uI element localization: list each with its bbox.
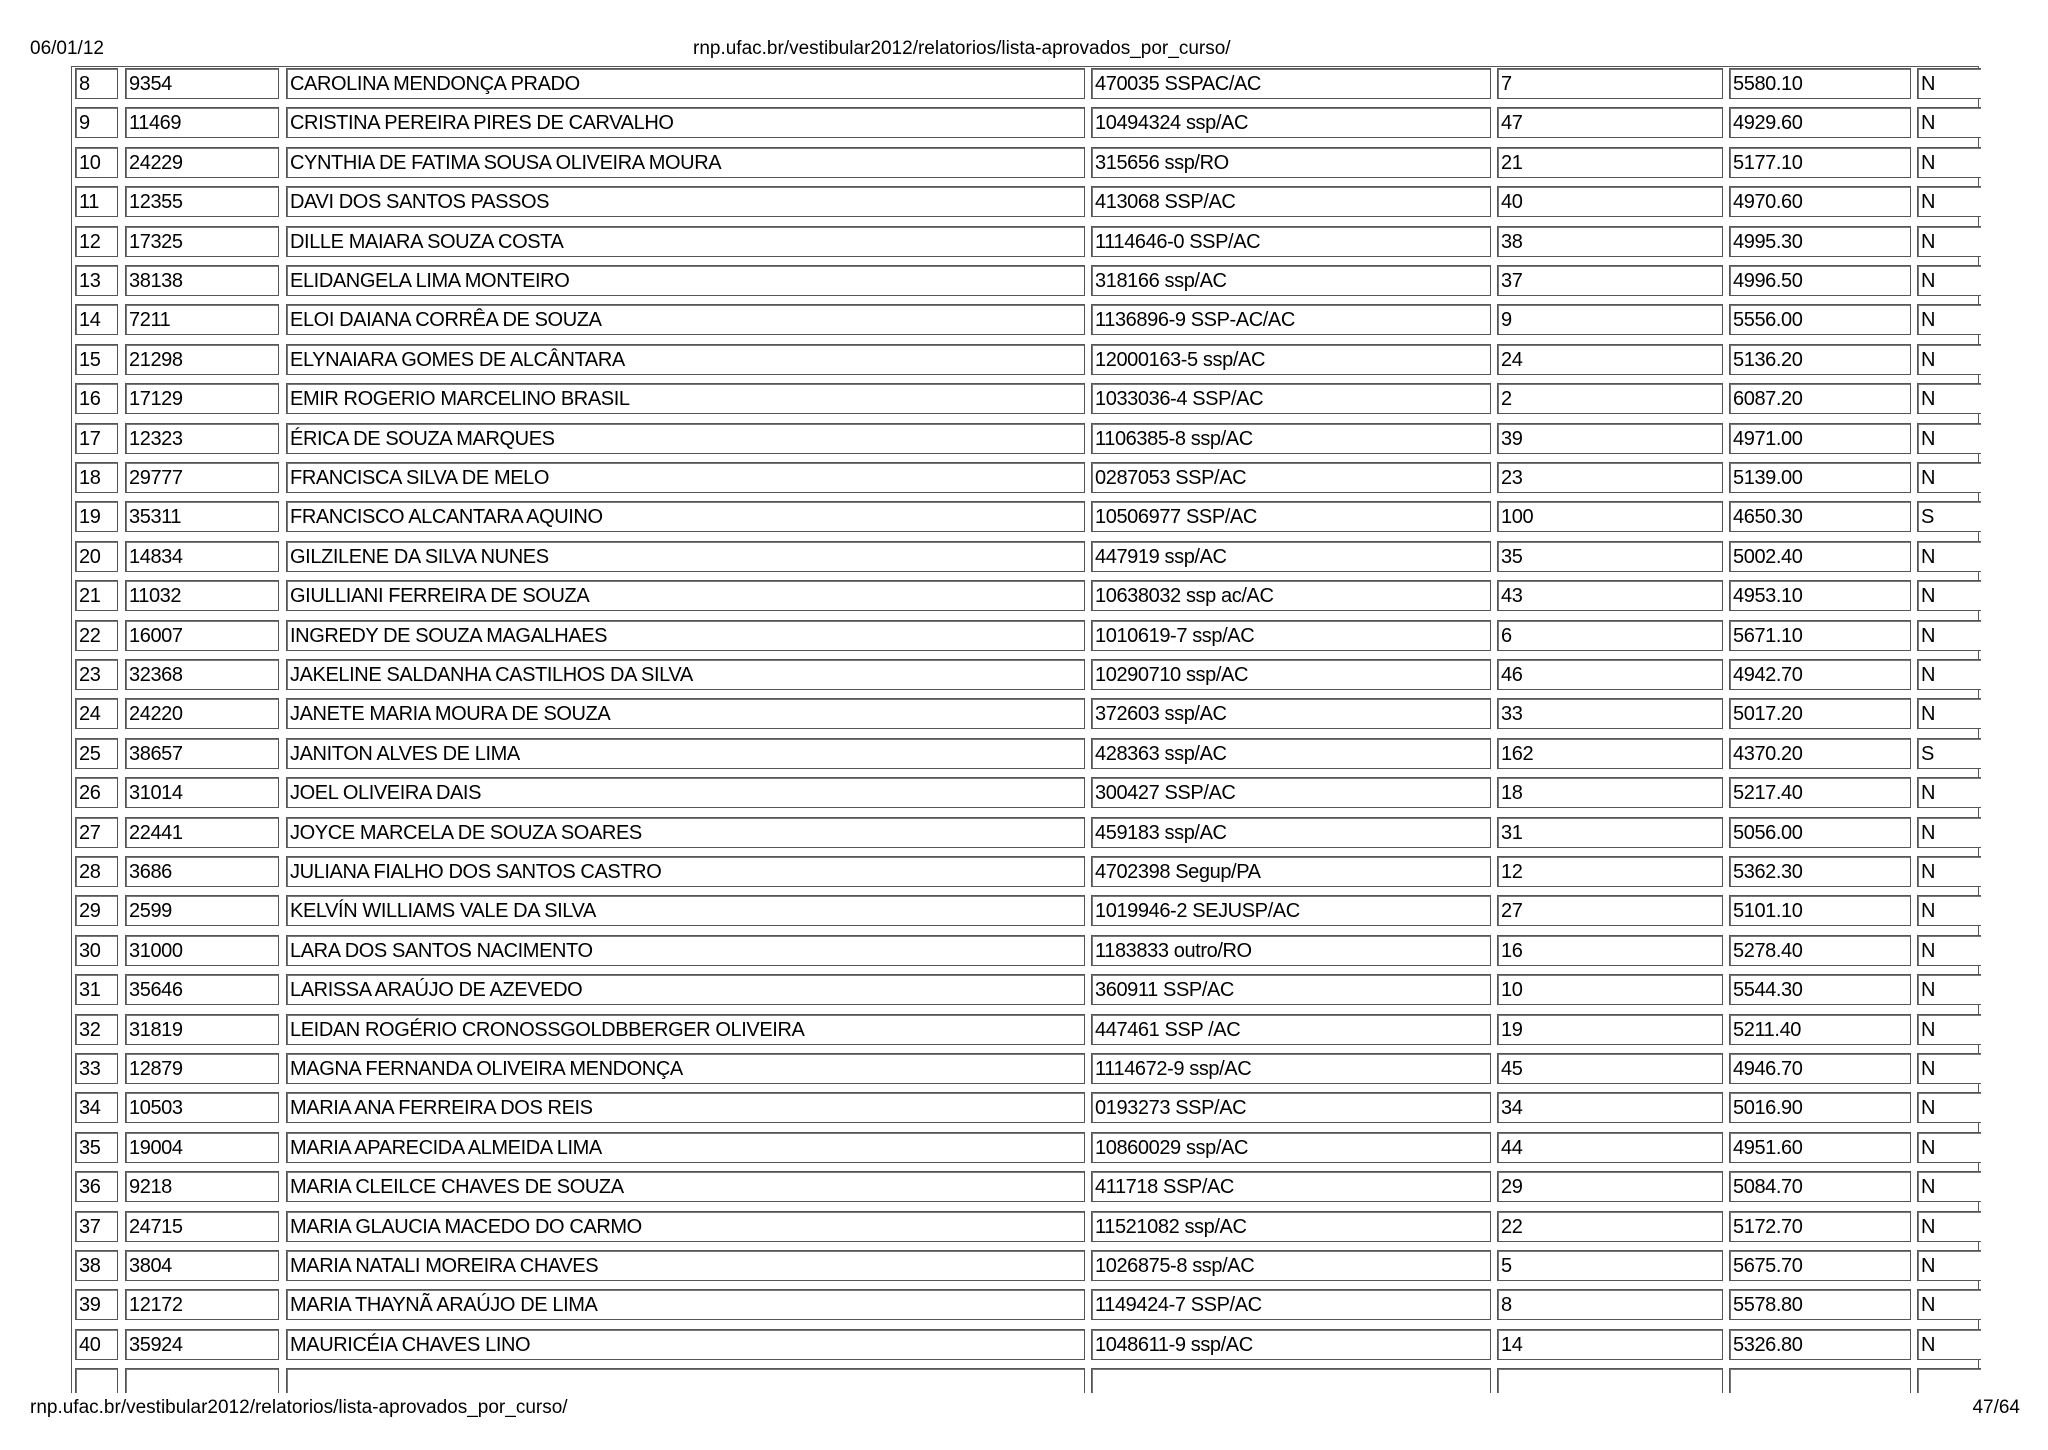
cell-row-index: 39 xyxy=(75,1289,118,1320)
cell-candidate-name: MAURICÉIA CHAVES LINO xyxy=(286,1329,1085,1360)
cell-score: 4946.70 xyxy=(1729,1053,1911,1084)
cell-empty xyxy=(1497,1368,1723,1393)
cell-score: 5136.20 xyxy=(1729,344,1911,375)
cell-candidate-name: MARIA ANA FERREIRA DOS REIS xyxy=(286,1092,1085,1123)
cell-score: 4650.30 xyxy=(1729,501,1911,532)
cell-classification: 31 xyxy=(1497,817,1723,848)
cell-registration-number: 9218 xyxy=(125,1171,279,1202)
cell-score: 4971.00 xyxy=(1729,423,1911,454)
cell-row-index: 17 xyxy=(75,423,118,454)
cell-score: 5580.10 xyxy=(1729,68,1911,99)
cell-registration-number: 31819 xyxy=(125,1014,279,1045)
cell-registration-number: 14834 xyxy=(125,541,279,572)
cell-id-document: 411718 SSP/AC xyxy=(1091,1171,1491,1202)
cell-id-document: 10290710 ssp/AC xyxy=(1091,659,1491,690)
cell-quota-flag: S xyxy=(1917,738,1981,769)
cell-classification: 29 xyxy=(1497,1171,1723,1202)
cell-quota-flag: N xyxy=(1917,698,1981,729)
cell-id-document: 10494324 ssp/AC xyxy=(1091,107,1491,138)
cell-classification: 7 xyxy=(1497,68,1723,99)
cell-quota-flag: N xyxy=(1917,1053,1981,1084)
cell-row-index: 35 xyxy=(75,1132,118,1163)
cell-classification: 37 xyxy=(1497,265,1723,296)
cell-id-document: 11521082 ssp/AC xyxy=(1091,1211,1491,1242)
cell-registration-number: 11032 xyxy=(125,580,279,611)
cell-registration-number: 24715 xyxy=(125,1211,279,1242)
cell-candidate-name: MARIA CLEILCE CHAVES DE SOUZA xyxy=(286,1171,1085,1202)
cell-score: 5544.30 xyxy=(1729,974,1911,1005)
print-date: 06/01/12 xyxy=(30,38,104,59)
cell-row-index: 26 xyxy=(75,777,118,808)
cell-classification: 35 xyxy=(1497,541,1723,572)
cell-candidate-name: JOYCE MARCELA DE SOUZA SOARES xyxy=(286,817,1085,848)
cell-quota-flag: N xyxy=(1917,147,1981,178)
cell-quota-flag: N xyxy=(1917,777,1981,808)
cell-quota-flag: N xyxy=(1917,462,1981,493)
cell-candidate-name: KELVÍN WILLIAMS VALE DA SILVA xyxy=(286,895,1085,926)
cell-quota-flag: N xyxy=(1917,1171,1981,1202)
cell-row-index: 20 xyxy=(75,541,118,572)
cell-row-index: 25 xyxy=(75,738,118,769)
cell-id-document: 360911 SSP/AC xyxy=(1091,974,1491,1005)
cell-classification: 27 xyxy=(1497,895,1723,926)
cell-row-index: 19 xyxy=(75,501,118,532)
cell-id-document: 10860029 ssp/AC xyxy=(1091,1132,1491,1163)
cell-row-index: 10 xyxy=(75,147,118,178)
cell-score: 4370.20 xyxy=(1729,738,1911,769)
cell-score: 4929.60 xyxy=(1729,107,1911,138)
cell-row-index: 11 xyxy=(75,186,118,217)
cell-registration-number: 19004 xyxy=(125,1132,279,1163)
cell-candidate-name: ELYNAIARA GOMES DE ALCÂNTARA xyxy=(286,344,1085,375)
cell-empty xyxy=(1729,1368,1911,1393)
cell-id-document: 1019946-2 SEJUSP/AC xyxy=(1091,895,1491,926)
cell-id-document: 459183 ssp/AC xyxy=(1091,817,1491,848)
cell-registration-number: 38657 xyxy=(125,738,279,769)
cell-classification: 19 xyxy=(1497,1014,1723,1045)
cell-quota-flag: N xyxy=(1917,935,1981,966)
cell-registration-number: 35646 xyxy=(125,974,279,1005)
cell-quota-flag: N xyxy=(1917,580,1981,611)
cell-score: 4996.50 xyxy=(1729,265,1911,296)
cell-classification: 12 xyxy=(1497,856,1723,887)
cell-candidate-name: MAGNA FERNANDA OLIVEIRA MENDONÇA xyxy=(286,1053,1085,1084)
cell-classification: 10 xyxy=(1497,974,1723,1005)
cell-registration-number: 2599 xyxy=(125,895,279,926)
cell-score: 4953.10 xyxy=(1729,580,1911,611)
cell-quota-flag: S xyxy=(1917,501,1981,532)
cell-empty xyxy=(75,1368,118,1393)
results-table xyxy=(71,66,1981,1393)
cell-classification: 14 xyxy=(1497,1329,1723,1360)
cell-candidate-name: INGREDY DE SOUZA MAGALHAES xyxy=(286,620,1085,651)
cell-candidate-name: DILLE MAIARA SOUZA COSTA xyxy=(286,226,1085,257)
cell-row-index: 28 xyxy=(75,856,118,887)
cell-classification: 44 xyxy=(1497,1132,1723,1163)
cell-registration-number: 35924 xyxy=(125,1329,279,1360)
page-number: 47/64 xyxy=(1972,1397,2020,1418)
cell-row-index: 29 xyxy=(75,895,118,926)
cell-quota-flag: N xyxy=(1917,1289,1981,1320)
cell-score: 5278.40 xyxy=(1729,935,1911,966)
cell-id-document: 0193273 SSP/AC xyxy=(1091,1092,1491,1123)
cell-registration-number: 7211 xyxy=(125,304,279,335)
cell-quota-flag: N xyxy=(1917,107,1981,138)
cell-id-document: 10506977 SSP/AC xyxy=(1091,501,1491,532)
cell-registration-number: 17129 xyxy=(125,383,279,414)
cell-registration-number: 3804 xyxy=(125,1250,279,1281)
cell-quota-flag: N xyxy=(1917,304,1981,335)
cell-score: 5671.10 xyxy=(1729,620,1911,651)
cell-quota-flag: N xyxy=(1917,423,1981,454)
cell-classification: 24 xyxy=(1497,344,1723,375)
cell-score: 5326.80 xyxy=(1729,1329,1911,1360)
cell-candidate-name: DAVI DOS SANTOS PASSOS xyxy=(286,186,1085,217)
cell-id-document: 447461 SSP /AC xyxy=(1091,1014,1491,1045)
cell-candidate-name: ELIDANGELA LIMA MONTEIRO xyxy=(286,265,1085,296)
cell-quota-flag: N xyxy=(1917,974,1981,1005)
cell-score: 5578.80 xyxy=(1729,1289,1911,1320)
cell-quota-flag: N xyxy=(1917,620,1981,651)
cell-registration-number: 24229 xyxy=(125,147,279,178)
cell-score: 5139.00 xyxy=(1729,462,1911,493)
cell-registration-number: 11469 xyxy=(125,107,279,138)
cell-score: 4942.70 xyxy=(1729,659,1911,690)
cell-registration-number: 10503 xyxy=(125,1092,279,1123)
cell-candidate-name: JOEL OLIVEIRA DAIS xyxy=(286,777,1085,808)
cell-classification: 33 xyxy=(1497,698,1723,729)
cell-registration-number: 31000 xyxy=(125,935,279,966)
cell-candidate-name: MARIA THAYNÃ ARAÚJO DE LIMA xyxy=(286,1289,1085,1320)
cell-classification: 43 xyxy=(1497,580,1723,611)
cell-classification: 9 xyxy=(1497,304,1723,335)
cell-row-index: 40 xyxy=(75,1329,118,1360)
cell-candidate-name: EMIR ROGERIO MARCELINO BRASIL xyxy=(286,383,1085,414)
cell-id-document: 12000163-5 ssp/AC xyxy=(1091,344,1491,375)
cell-score: 5675.70 xyxy=(1729,1250,1911,1281)
cell-score: 6087.20 xyxy=(1729,383,1911,414)
cell-candidate-name: ÉRICA DE SOUZA MARQUES xyxy=(286,423,1085,454)
cell-classification: 6 xyxy=(1497,620,1723,651)
cell-registration-number: 21298 xyxy=(125,344,279,375)
cell-registration-number: 3686 xyxy=(125,856,279,887)
cell-id-document: 300427 SSP/AC xyxy=(1091,777,1491,808)
cell-registration-number: 12172 xyxy=(125,1289,279,1320)
cell-registration-number: 12879 xyxy=(125,1053,279,1084)
cell-quota-flag: N xyxy=(1917,1250,1981,1281)
cell-classification: 100 xyxy=(1497,501,1723,532)
cell-id-document: 1183833 outro/RO xyxy=(1091,935,1491,966)
cell-candidate-name: FRANCISCA SILVA DE MELO xyxy=(286,462,1085,493)
cell-classification: 38 xyxy=(1497,226,1723,257)
cell-row-index: 21 xyxy=(75,580,118,611)
cell-classification: 18 xyxy=(1497,777,1723,808)
cell-id-document: 1026875-8 ssp/AC xyxy=(1091,1250,1491,1281)
cell-quota-flag: N xyxy=(1917,186,1981,217)
cell-id-document: 1106385-8 ssp/AC xyxy=(1091,423,1491,454)
cell-row-index: 31 xyxy=(75,974,118,1005)
cell-row-index: 15 xyxy=(75,344,118,375)
cell-row-index: 12 xyxy=(75,226,118,257)
cell-classification: 21 xyxy=(1497,147,1723,178)
cell-registration-number: 24220 xyxy=(125,698,279,729)
cell-quota-flag: N xyxy=(1917,817,1981,848)
cell-candidate-name: LARISSA ARAÚJO DE AZEVEDO xyxy=(286,974,1085,1005)
cell-quota-flag: N xyxy=(1917,226,1981,257)
cell-quota-flag: N xyxy=(1917,383,1981,414)
cell-candidate-name: FRANCISCO ALCANTARA AQUINO xyxy=(286,501,1085,532)
cell-id-document: 315656 ssp/RO xyxy=(1091,147,1491,178)
cell-row-index: 37 xyxy=(75,1211,118,1242)
cell-candidate-name: CAROLINA MENDONÇA PRADO xyxy=(286,68,1085,99)
cell-score: 5101.10 xyxy=(1729,895,1911,926)
cell-registration-number: 9354 xyxy=(125,68,279,99)
cell-registration-number: 17325 xyxy=(125,226,279,257)
cell-score: 4995.30 xyxy=(1729,226,1911,257)
cell-score: 5217.40 xyxy=(1729,777,1911,808)
cell-classification: 45 xyxy=(1497,1053,1723,1084)
cell-quota-flag: N xyxy=(1917,856,1981,887)
cell-classification: 22 xyxy=(1497,1211,1723,1242)
cell-classification: 23 xyxy=(1497,462,1723,493)
cell-quota-flag: N xyxy=(1917,1329,1981,1360)
cell-quota-flag: N xyxy=(1917,68,1981,99)
cell-quota-flag: N xyxy=(1917,1211,1981,1242)
cell-row-index: 24 xyxy=(75,698,118,729)
cell-score: 5177.10 xyxy=(1729,147,1911,178)
cell-row-index: 36 xyxy=(75,1171,118,1202)
cell-registration-number: 12355 xyxy=(125,186,279,217)
cell-empty xyxy=(125,1368,279,1393)
cell-row-index: 30 xyxy=(75,935,118,966)
cell-candidate-name: LARA DOS SANTOS NACIMENTO xyxy=(286,935,1085,966)
cell-quota-flag: N xyxy=(1917,1014,1981,1045)
cell-candidate-name: MARIA APARECIDA ALMEIDA LIMA xyxy=(286,1132,1085,1163)
cell-candidate-name: JANETE MARIA MOURA DE SOUZA xyxy=(286,698,1085,729)
cell-id-document: 428363 ssp/AC xyxy=(1091,738,1491,769)
cell-classification: 2 xyxy=(1497,383,1723,414)
cell-registration-number: 29777 xyxy=(125,462,279,493)
cell-classification: 39 xyxy=(1497,423,1723,454)
cell-score: 5362.30 xyxy=(1729,856,1911,887)
cell-id-document: 470035 SSPAC/AC xyxy=(1091,68,1491,99)
cell-registration-number: 12323 xyxy=(125,423,279,454)
cell-id-document: 4702398 Segup/PA xyxy=(1091,856,1491,887)
cell-id-document: 1136896-9 SSP-AC/AC xyxy=(1091,304,1491,335)
cell-empty xyxy=(1917,1368,1981,1393)
cell-registration-number: 22441 xyxy=(125,817,279,848)
cell-id-document: 413068 SSP/AC xyxy=(1091,186,1491,217)
cell-id-document: 10638032 ssp ac/AC xyxy=(1091,580,1491,611)
cell-row-index: 22 xyxy=(75,620,118,651)
cell-empty xyxy=(286,1368,1085,1393)
cell-classification: 162 xyxy=(1497,738,1723,769)
cell-classification: 5 xyxy=(1497,1250,1723,1281)
cell-score: 4970.60 xyxy=(1729,186,1911,217)
cell-id-document: 1033036-4 SSP/AC xyxy=(1091,383,1491,414)
cell-row-index: 14 xyxy=(75,304,118,335)
cell-quota-flag: N xyxy=(1917,1132,1981,1163)
cell-row-index: 32 xyxy=(75,1014,118,1045)
cell-id-document: 1114646-0 SSP/AC xyxy=(1091,226,1491,257)
cell-quota-flag: N xyxy=(1917,265,1981,296)
cell-row-index: 18 xyxy=(75,462,118,493)
cell-candidate-name: CYNTHIA DE FATIMA SOUSA OLIVEIRA MOURA xyxy=(286,147,1085,178)
cell-candidate-name: CRISTINA PEREIRA PIRES DE CARVALHO xyxy=(286,107,1085,138)
cell-score: 5016.90 xyxy=(1729,1092,1911,1123)
cell-score: 5172.70 xyxy=(1729,1211,1911,1242)
cell-id-document: 318166 ssp/AC xyxy=(1091,265,1491,296)
cell-classification: 46 xyxy=(1497,659,1723,690)
cell-quota-flag: N xyxy=(1917,895,1981,926)
cell-row-index: 9 xyxy=(75,107,118,138)
cell-classification: 8 xyxy=(1497,1289,1723,1320)
cell-row-index: 8 xyxy=(75,68,118,99)
cell-candidate-name: MARIA NATALI MOREIRA CHAVES xyxy=(286,1250,1085,1281)
cell-quota-flag: N xyxy=(1917,541,1981,572)
cell-candidate-name: JANITON ALVES DE LIMA xyxy=(286,738,1085,769)
cell-score: 5056.00 xyxy=(1729,817,1911,848)
cell-candidate-name: JULIANA FIALHO DOS SANTOS CASTRO xyxy=(286,856,1085,887)
cell-id-document: 0287053 SSP/AC xyxy=(1091,462,1491,493)
cell-candidate-name: MARIA GLAUCIA MACEDO DO CARMO xyxy=(286,1211,1085,1242)
cell-classification: 34 xyxy=(1497,1092,1723,1123)
cell-score: 4951.60 xyxy=(1729,1132,1911,1163)
cell-id-document: 1048611-9 ssp/AC xyxy=(1091,1329,1491,1360)
cell-quota-flag: N xyxy=(1917,344,1981,375)
cell-quota-flag: N xyxy=(1917,1092,1981,1123)
cell-score: 5084.70 xyxy=(1729,1171,1911,1202)
cell-row-index: 23 xyxy=(75,659,118,690)
cell-row-index: 16 xyxy=(75,383,118,414)
cell-score: 5211.40 xyxy=(1729,1014,1911,1045)
cell-row-index: 34 xyxy=(75,1092,118,1123)
cell-classification: 16 xyxy=(1497,935,1723,966)
cell-score: 5002.40 xyxy=(1729,541,1911,572)
cell-row-index: 27 xyxy=(75,817,118,848)
cell-row-index: 13 xyxy=(75,265,118,296)
cell-quota-flag: N xyxy=(1917,659,1981,690)
cell-candidate-name: GIULLIANI FERREIRA DE SOUZA xyxy=(286,580,1085,611)
cell-id-document: 1010619-7 ssp/AC xyxy=(1091,620,1491,651)
cell-id-document: 1149424-7 SSP/AC xyxy=(1091,1289,1491,1320)
cell-id-document: 447919 ssp/AC xyxy=(1091,541,1491,572)
cell-row-index: 33 xyxy=(75,1053,118,1084)
cell-registration-number: 31014 xyxy=(125,777,279,808)
cell-score: 5556.00 xyxy=(1729,304,1911,335)
cell-empty xyxy=(1091,1368,1491,1393)
cell-id-document: 1114672-9 ssp/AC xyxy=(1091,1053,1491,1084)
cell-registration-number: 32368 xyxy=(125,659,279,690)
cell-score: 5017.20 xyxy=(1729,698,1911,729)
cell-classification: 47 xyxy=(1497,107,1723,138)
cell-candidate-name: JAKELINE SALDANHA CASTILHOS DA SILVA xyxy=(286,659,1085,690)
cell-id-document: 372603 ssp/AC xyxy=(1091,698,1491,729)
cell-classification: 40 xyxy=(1497,186,1723,217)
cell-registration-number: 38138 xyxy=(125,265,279,296)
cell-candidate-name: ELOI DAIANA CORRÊA DE SOUZA xyxy=(286,304,1085,335)
cell-registration-number: 16007 xyxy=(125,620,279,651)
print-header-url: rnp.ufac.br/vestibular2012/relatorios/lista-aprovados_por_curso/ xyxy=(693,38,1231,59)
print-footer-url: rnp.ufac.br/vestibular2012/relatorios/lista-aprovados_por_curso/ xyxy=(30,1397,568,1418)
cell-candidate-name: GILZILENE DA SILVA NUNES xyxy=(286,541,1085,572)
cell-candidate-name: LEIDAN ROGÉRIO CRONOSSGOLDBBERGER OLIVEIRA xyxy=(286,1014,1085,1045)
cell-row-index: 38 xyxy=(75,1250,118,1281)
cell-registration-number: 35311 xyxy=(125,501,279,532)
